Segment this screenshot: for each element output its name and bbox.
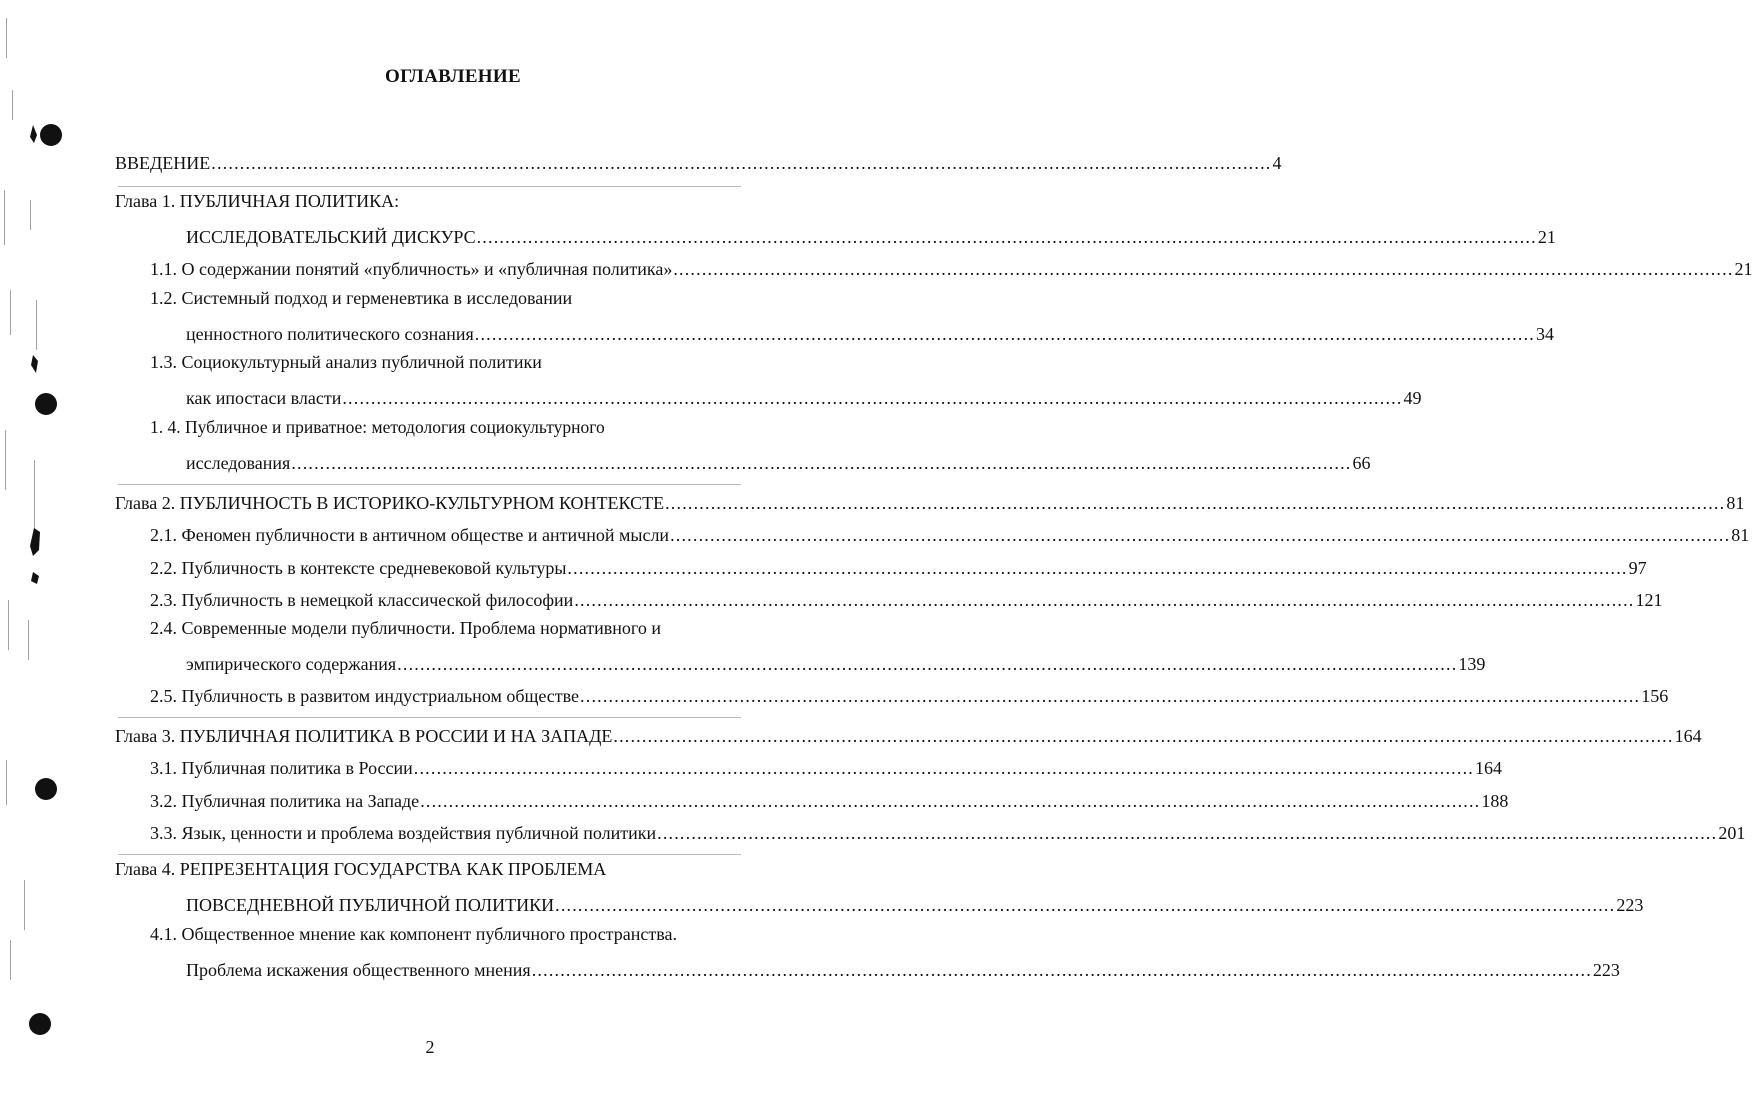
toc-section-1-3-line1: 1.3. Социокультурный анализ публичной политики xyxy=(150,352,542,372)
toc-section-1-1: 1.1. О содержании понятий «публичность» и «публичная политика» .......................................................................................................................................................................................... 21 xyxy=(150,259,1753,279)
toc-section-2-4-line1: 2.4. Современные модели публичности. Проблема нормативного и xyxy=(150,618,661,638)
toc-section-1-4: исследования .......................................................................................................................................................................................... 66 xyxy=(186,453,1371,473)
toc-section-2-2: 2.2. Публичность в контексте средневековой культуры .......................................................................................................................................................................................... 97 xyxy=(150,558,1647,578)
toc-section-4-1: Проблема искажения общественного мнения .......................................................................................................................................................................................... 223 xyxy=(186,960,1620,980)
toc-chapter-1-heading: Глава 1. ПУБЛИЧНАЯ ПОЛИТИКА: xyxy=(115,191,400,211)
divider xyxy=(118,854,741,855)
toc-section-2-3: 2.3. Публичность в немецкой классической философии .......................................................................................................................................................................................... 121 xyxy=(150,590,1663,610)
toc-entry-introduction: ВВЕДЕНИЕ .......................................................................................................................................................................................... 4 xyxy=(115,153,1282,173)
divider xyxy=(118,186,741,187)
toc-chapter-3: Глава 3. ПУБЛИЧНАЯ ПОЛИТИКА В РОССИИ И НА ЗАПАДЕ .......................................................................................................................................................................................... 164 xyxy=(115,726,1702,746)
toc-section-3-2: 3.2. Публичная политика на Западе .......................................................................................................................................................................................... 188 xyxy=(150,791,1509,811)
toc-chapter-2: Глава 2. ПУБЛИЧНОСТЬ В ИСТОРИКО-КУЛЬТУРНОМ КОНТЕКСТЕ .......................................................................................................................................................................................... 81 xyxy=(115,493,1745,513)
toc-chapter-4: ПОВСЕДНЕВНОЙ ПУБЛИЧНОЙ ПОЛИТИКИ .......................................................................................................................................................................................... 223 xyxy=(186,895,1644,915)
toc-section-1-2-line1: 1.2. Системный подход и герменевтика в исследовании xyxy=(150,288,573,308)
toc-section-1-3: как ипостаси власти .......................................................................................................................................................................................... 49 xyxy=(186,388,1422,408)
toc-section-2-1: 2.1. Феномен публичности в античном обществе и античной мысли .......................................................................................................................................................................................... 81 xyxy=(150,525,1750,545)
toc-section-3-3: 3.3. Язык, ценности и проблема воздействия публичной политики .......................................................................................................................................................................................... 201 xyxy=(150,823,1746,843)
divider xyxy=(118,717,741,718)
page-number: 2 xyxy=(425,1037,435,1057)
toc-section-3-1: 3.1. Публичная политика в России .......................................................................................................................................................................................... 164 xyxy=(150,758,1502,778)
toc-chapter-1: ИССЛЕДОВАТЕЛЬСКИЙ ДИСКУРС .......................................................................................................................................................................................... 21 xyxy=(186,227,1556,247)
toc-section-2-4: эмпирического содержания .......................................................................................................................................................................................... 139 xyxy=(186,654,1486,674)
toc-chapter-4-heading: Глава 4. РЕПРЕЗЕНТАЦИЯ ГОСУДАРСТВА КАК ПРОБЛЕМА xyxy=(115,859,607,879)
toc-section-2-5: 2.5. Публичность в развитом индустриальном обществе .......................................................................................................................................................................................... 156 xyxy=(150,686,1669,706)
toc-section-1-2: ценностного политического сознания .......................................................................................................................................................................................... 34 xyxy=(186,324,1554,344)
toc-section-4-1-line1: 4.1. Общественное мнение как компонент публичного пространства. xyxy=(150,924,678,944)
toc-section-1-4-line1: 1. 4. Публичное и приватное: методология социокультурного xyxy=(150,417,605,437)
page-title: ОГЛАВЛЕНИЕ xyxy=(385,66,521,87)
divider xyxy=(118,484,741,485)
